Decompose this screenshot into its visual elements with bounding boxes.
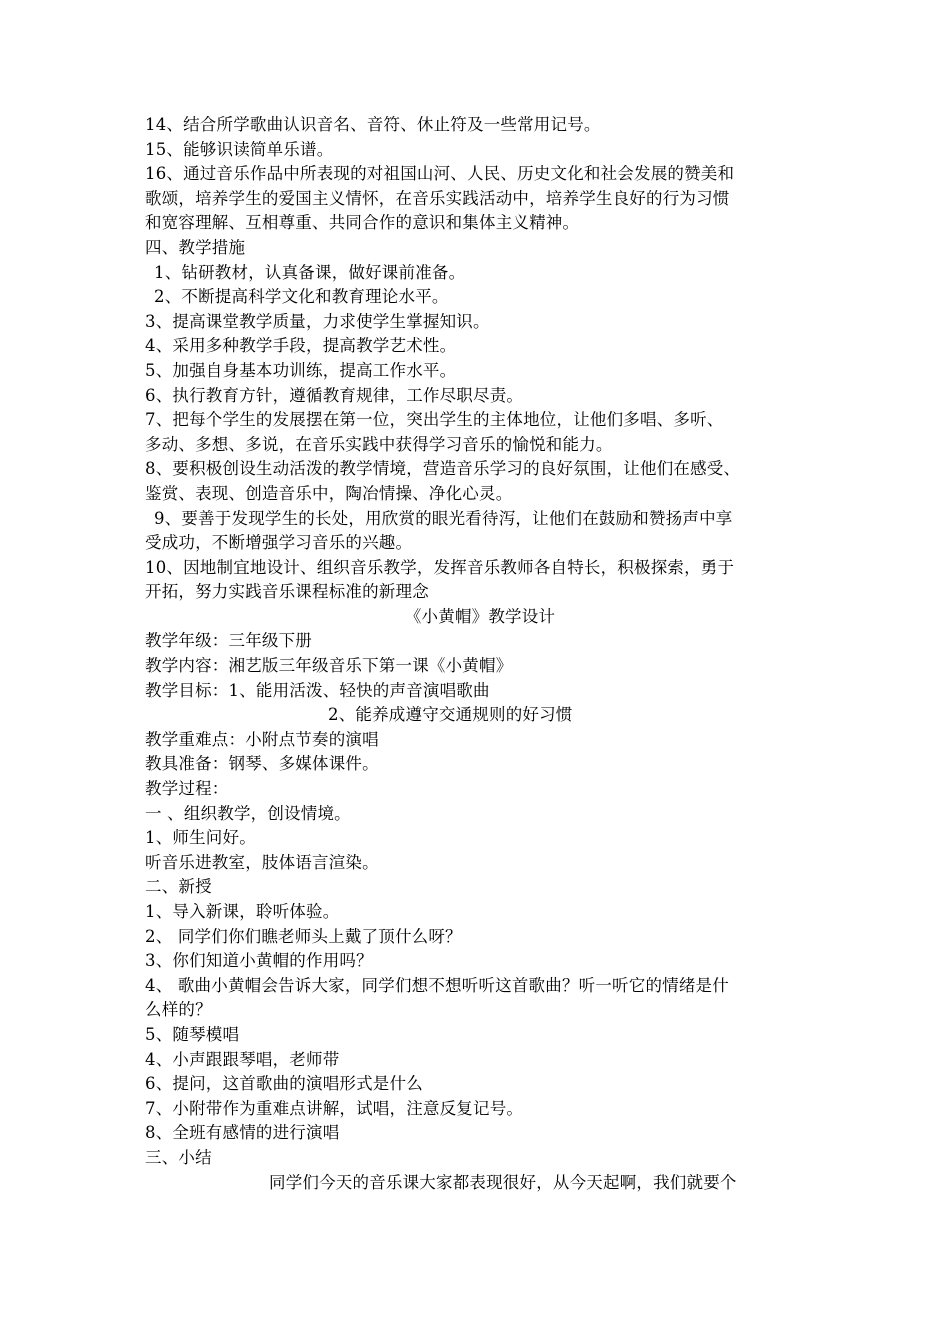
objective-16-line3: 和宽容理解、互相尊重、共同合作的意识和集体主义精神。	[145, 213, 580, 233]
process-step: 2、 同学们你们瞧老师头上戴了顶什么呀？	[145, 926, 462, 946]
measure-item-cont: 鉴赏、表现、创造音乐中，陶冶情操、净化心灵。	[145, 483, 513, 503]
measure-item: 10、因地制宜地设计、组织音乐教学，发挥音乐教师各自特长，积极探索，勇于	[145, 557, 735, 577]
process-step: 听音乐进教室，肢体语言渲染。	[145, 852, 379, 872]
process-step: 4、小声跟跟琴唱，老师带	[145, 1049, 340, 1069]
measure-item-cont: 开拓，努力实践音乐课程标准的新理念	[145, 582, 429, 602]
measure-item-cont: 受成功，不断增强学习音乐的兴趣。	[145, 533, 413, 553]
objective-16-line2: 歌颂，培养学生的爱国主义情怀，在音乐实践活动中，培养学生良好的行为习惯	[145, 188, 730, 208]
process-step: 5、随琴模唱	[145, 1024, 240, 1044]
measures-heading: 四、教学措施	[145, 237, 246, 257]
lesson-goal-2: 2、能养成遵守交通规则的好习惯	[328, 705, 573, 725]
measure-item: 1、钻研教材，认真备课，做好课前准备。	[154, 262, 466, 282]
measure-item: 7、把每个学生的发展摆在第一位，突出学生的主体地位，让他们多唱、多听、	[145, 410, 724, 430]
objective-16-line1: 16、通过音乐作品中所表现的对祖国山河、人民、历史文化和社会发展的赞美和	[145, 164, 735, 184]
measure-item: 9、要善于发现学生的长处，用欣赏的眼光看待泻，让他们在鼓励和赞扬声中享	[154, 508, 733, 528]
process-step: 1、师生问好。	[145, 828, 256, 848]
process-step: 7、小附带作为重难点讲解，试唱，注意反复记号。	[145, 1098, 524, 1118]
objective-15: 15、能够识读简单乐谱。	[145, 139, 334, 159]
measure-item-cont: 多动、多想、多说，在音乐实践中获得学习音乐的愉悦和能力。	[145, 434, 613, 454]
process-step: 4、 歌曲小黄帽会告诉大家，同学们想不想听听这首歌曲？听一听它的情绪是什	[145, 975, 729, 995]
process-step: 一 、组织教学，创设情境。	[145, 803, 351, 823]
measure-item: 4、采用多种教学手段，提高教学艺术性。	[145, 336, 457, 356]
objective-14: 14、结合所学歌曲认识音名、音符、休止符及一些常用记号。	[145, 115, 601, 134]
lesson-content: 教学内容：湘艺版三年级音乐下第一课《小黄帽》	[145, 656, 513, 676]
lesson-key-points: 教学重难点：小附点节奏的演唱	[145, 729, 379, 749]
process-step: 二、新授	[145, 877, 212, 897]
lesson-goal-1: 教学目标：1、能用活泼、轻快的声音演唱歌曲	[145, 680, 490, 700]
measure-item: 3、提高课堂教学质量，力求使学生掌握知识。	[145, 311, 490, 331]
process-step: 8、全班有感情的进行演唱	[145, 1123, 340, 1143]
process-step-cont: 么样的？	[145, 1000, 212, 1020]
process-step: 1、导入新课，聆听体验。	[145, 902, 340, 921]
summary-heading: 三、小结	[145, 1147, 212, 1167]
document-page	[145, 113, 815, 1195]
lesson-grade: 教学年级：三年级下册	[145, 631, 312, 651]
lesson-tools: 教具准备：钢琴、多媒体课件。	[145, 754, 379, 774]
measure-item: 6、执行教育方针，遵循教育规律，工作尽职尽责。	[145, 385, 524, 405]
summary-text: 同学们今天的音乐课大家都表现很好，从今天起啊，我们就要个	[269, 1172, 737, 1192]
process-step: 6、提问，这首歌曲的演唱形式是什么	[145, 1074, 423, 1094]
measure-item: 5、加强自身基本功训练，提高工作水平。	[145, 360, 457, 380]
lesson-title: 《小黄帽》教学设计	[404, 606, 556, 626]
measure-item: 2、不断提高科学文化和教育理论水平。	[154, 287, 449, 307]
measure-item: 8、要积极创设生动活泼的教学情境，营造音乐学习的良好氛围，让他们在感受、	[145, 459, 741, 479]
process-step: 3、你们知道小黄帽的作用吗？	[145, 951, 373, 971]
lesson-process-label: 教学过程：	[145, 779, 229, 799]
